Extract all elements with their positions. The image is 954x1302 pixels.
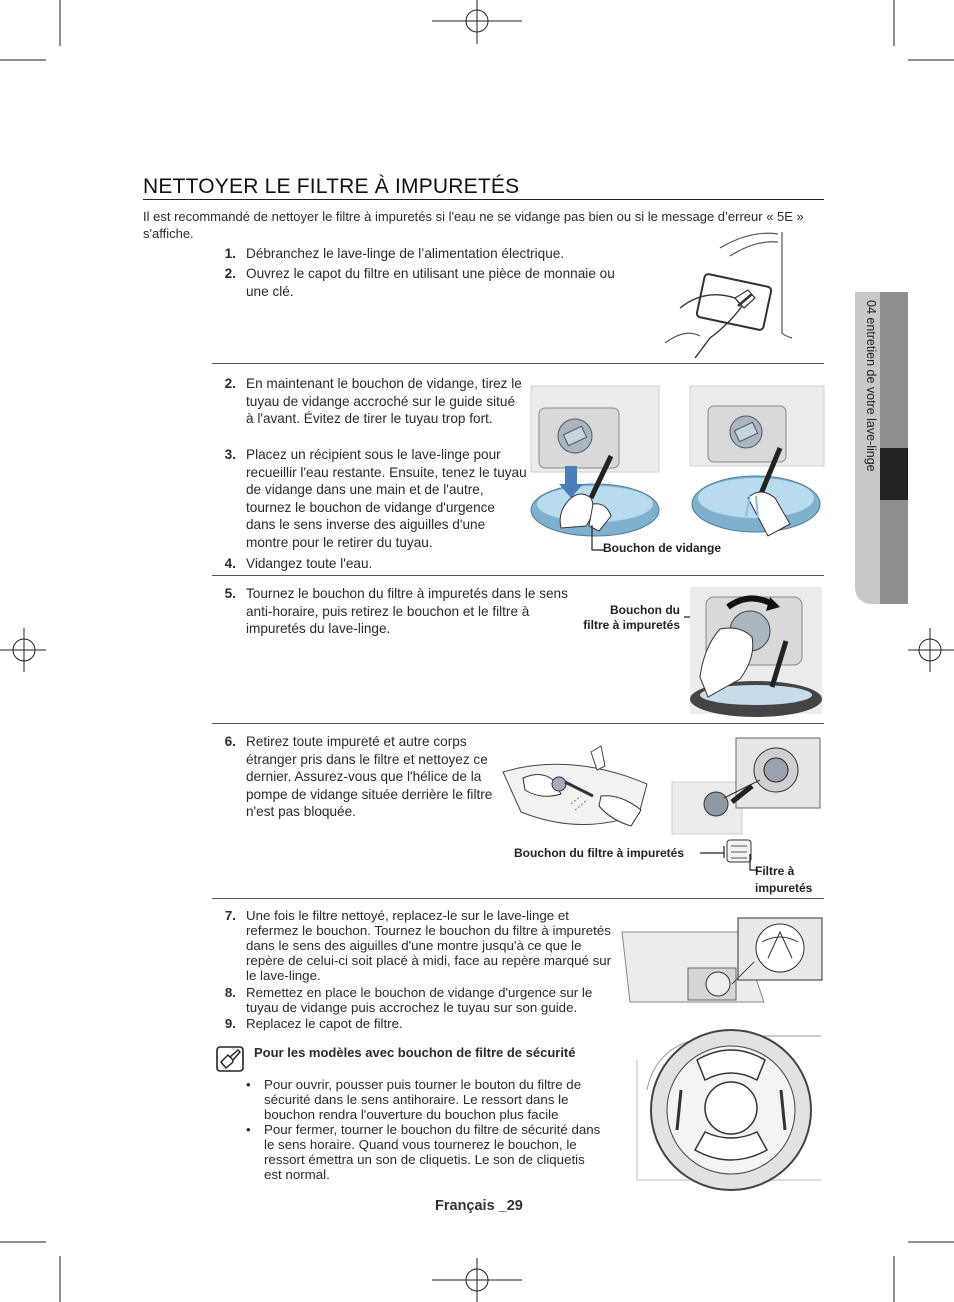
divider [212,363,824,364]
caption-line: impuretés [755,881,813,895]
step-text: Ouvrez le capot du filtre en utilisant une pièce de monnaie ou une clé. [246,266,615,299]
step-text: Débranchez le lave-linge de l’alimentation électrique. [246,246,565,261]
side-tab-marker [880,448,908,500]
page-title: NETTOYER LE FILTRE À IMPURETÉS [143,175,520,198]
illustration-open-filter-cover [660,228,825,363]
divider [212,898,824,899]
bullet-glyph: • [246,1122,251,1137]
caption-filtre [755,864,812,896]
step-number: 3. [224,447,236,462]
caption-bouchon-filtre [580,603,680,633]
illustration-refit-filter [622,918,824,1004]
note-icon [216,1046,244,1072]
caption-line: Bouchon du [610,603,680,617]
step-list-e [212,908,612,1038]
title-underline [143,199,824,200]
illustration-filter-zoom [672,738,822,834]
step-number: 2. [224,376,236,391]
step-number: 7. [224,908,236,923]
step-list-d [212,733,502,823]
illustration-remove-filter [690,587,822,714]
step-number: 1. [224,246,236,261]
intro-paragraph: Il est recommandé de nettoyer le filtre à impuretés si l'eau ne se vidange pas bien ou si le message d’erreur « 5E » s'affiche. [143,209,804,241]
step-number: 2. [224,266,236,281]
caption-bouchon-filtre-full: Bouchon du filtre à impuretés [514,846,685,860]
step-text: Vidangez toute l'eau. [246,556,373,571]
bullet-text: Pour fermer, tourner le bouchon du filtre de sécurité dans le sens horaire. Quand vous tournerez le bouchon, le ressort émettra un son de cliquetis. Le son de cliquetis est normal. [264,1122,601,1182]
step-text: En maintenant le bouchon de vidange, tirez le tuyau de vidange accroché sur le guide situé à l'avant. Évitez de tirer le tuyau trop fort. [246,376,522,427]
caption-line: Filtre à [755,864,795,878]
step-text: Replacez le capot de filtre. [246,1016,403,1031]
callout-line-bouchon-filtre-full [700,838,760,878]
step-number: 5. [224,586,236,601]
illustration-etape-2 [690,386,824,544]
caption-line: filtre à impuretés [583,618,680,632]
step-text: Retirez toute impureté et autre corps étranger pris dans le filtre et nettoyez ce dernier. Assurez-vous que l'hélice de la pompe de vidange située derrière le filtre n'est pas bloquée. [246,734,493,820]
step-list-b [212,375,527,575]
step-number: 4. [224,556,236,571]
illustration-safety-cap [637,1020,821,1180]
step-number: 6. [224,734,236,749]
step-list-a [212,245,632,305]
caption-bouchon-vidange: Bouchon de vidange [603,541,722,555]
step-text: Placez un récipient sous le lave-linge pour recueillir l'eau restante. Ensuite, tenez le tuyau de vidange dans une main et de l'autre, tournez le bouchon de vidange d'urgence dans le sens inverse des aiguilles d'une montre pour le retirer du tuyau. [246,447,527,550]
illustration-clean-filter [501,744,649,836]
divider [212,575,824,576]
step-text: Une fois le filtre nettoyé, replacez-le sur le lave-linge et refermez le bouchon. Tournez le bouchon du filtre à impuretés dans le sens des aiguilles d'une montre jusqu'à ce que le repère de celui-ci soit placé à midi, face au repère marqué sur le lave-linge. [246,908,612,983]
bullet-glyph: • [246,1077,251,1092]
divider [212,723,824,724]
step-number: 8. [224,985,236,1000]
step-text: Tournez le bouchon du filtre à impuretés dans le sens anti-horaire, puis retirez le bouchon et le filtre à impuretés du lave-linge. [246,586,568,637]
step-number: 9. [224,1016,236,1031]
step-text: Remettez en place le bouchon de vidange d'urgence sur le tuyau de vidange puis accrochez le tuyau sur son guide. [246,985,593,1015]
bullet-text: Pour ouvrir, pousser puis tourner le bouton du filtre de sécurité dans le sens antihoraire. Le ressort dans le bouchon rendra l'ouverture du bouchon plus facile [264,1077,582,1122]
side-tab-label: 04 entretien de votre lave-linge [864,300,878,472]
note-bullet-list [246,1077,611,1187]
illustration-etape-1 [531,386,659,544]
note-title: Pour les modèles avec bouchon de filtre de sécurité [254,1045,576,1060]
step-list-c [212,585,572,645]
page-footer: Français _29 [435,1198,523,1214]
